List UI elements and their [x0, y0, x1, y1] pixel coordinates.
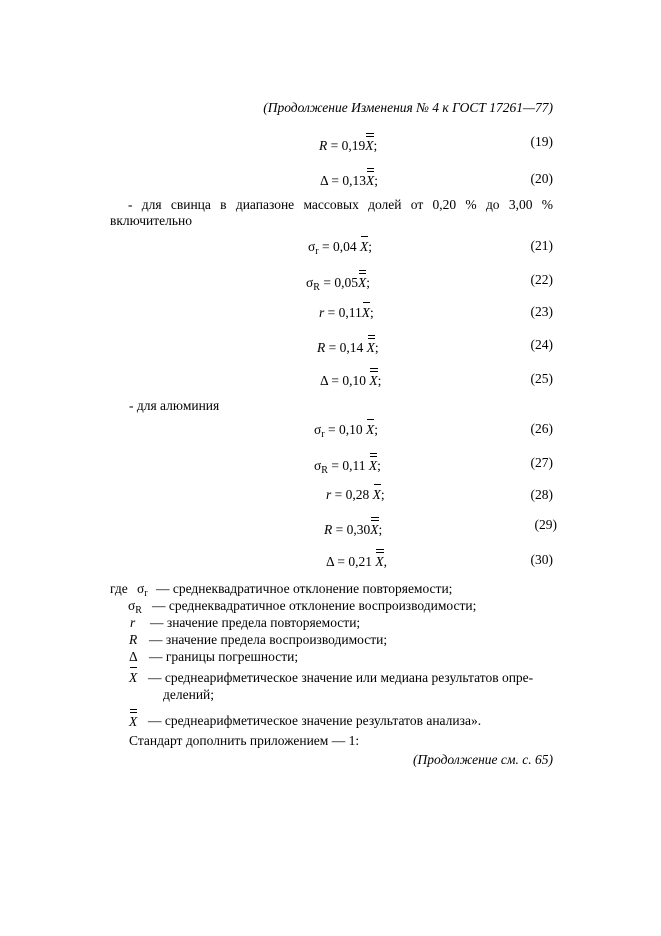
equation-number-30: (30) [530, 552, 553, 567]
legend-text-sigma-r: — среднеквадратичное отклонение повторяемости; [156, 581, 453, 596]
closing-sentence: Стандарт дополнить приложением — 1: [129, 733, 360, 748]
equation-number-21: (21) [530, 238, 553, 253]
equation-21: $\sigma_r = 0,04$ X; [308, 236, 372, 255]
equation-number-24: (24) [530, 337, 553, 352]
legend-text-xbar-line1: — среднеарифметическое значение или медиана результатов опре- [148, 670, 534, 685]
legend-symbol-sigma-R: $\sigma_R$ [128, 598, 142, 616]
legend-text-r: — значение предела повторяемости; [150, 615, 361, 630]
equation-number-23: (23) [530, 304, 553, 319]
lead-paragraph: - для свинца в диапазоне массовых долей от 0,20 % до 3,00 % включительно [110, 197, 553, 228]
equation-29: R = 0,30X; [324, 517, 382, 538]
equation-30: Δ = 0,21 X, [326, 549, 387, 570]
equation-23: r = 0,11X; [319, 302, 374, 321]
legend-symbol-R: R [129, 632, 138, 647]
legend-text-sigma-R: — среднеквадратичное отклонение воспроизводимости; [152, 598, 477, 613]
legend-text-xbar-line2: делений; [163, 687, 215, 702]
lead-aluminium: - для алюминия [129, 398, 220, 413]
equation-26: $\sigma_r = 0,10$ X; [314, 419, 378, 438]
page-header: (Продолжение Изменения № 4 к ГОСТ 17261—77) [263, 100, 553, 115]
equation-number-28: (28) [530, 487, 553, 502]
legend-symbol-r: r [130, 615, 136, 630]
equation-28: r = 0,28 X; [326, 484, 385, 503]
equation-number-29: (29) [534, 517, 557, 532]
equation-number-26: (26) [530, 421, 553, 436]
equation-number-19: (19) [530, 134, 553, 149]
equation-25: Δ = 0,10 X; [320, 368, 381, 389]
legend-where: где [110, 581, 128, 596]
page-footer: (Продолжение см. с. 65) [413, 752, 553, 767]
legend-text-delta: — границы погрешности; [149, 649, 299, 664]
equation-number-27: (27) [530, 455, 553, 470]
equation-number-20: (20) [530, 171, 553, 186]
legend-symbol-xdbar: X [129, 709, 137, 730]
legend-symbol-xbar: X [129, 667, 137, 686]
equation-number-25: (25) [530, 371, 553, 386]
legend-symbol-sigma-r: $\sigma_r$ [137, 581, 148, 599]
equation-27: $\sigma_R = 0,11$ X; [314, 453, 381, 474]
equation-20: Δ = 0,13X; [320, 168, 378, 189]
legend-text-xdbar: — среднеарифметическое значение результатов анализа». [148, 713, 482, 728]
equation-number-22: (22) [530, 272, 553, 287]
equation-19: R = 0,19X; [319, 133, 377, 154]
legend-symbol-delta: Δ [129, 649, 138, 664]
legend-text-R: — значение предела воспроизводимости; [149, 632, 388, 647]
equation-24: R = 0,14 X; [317, 335, 379, 356]
equation-22: $\sigma_R = 0,05X$; [306, 270, 370, 291]
